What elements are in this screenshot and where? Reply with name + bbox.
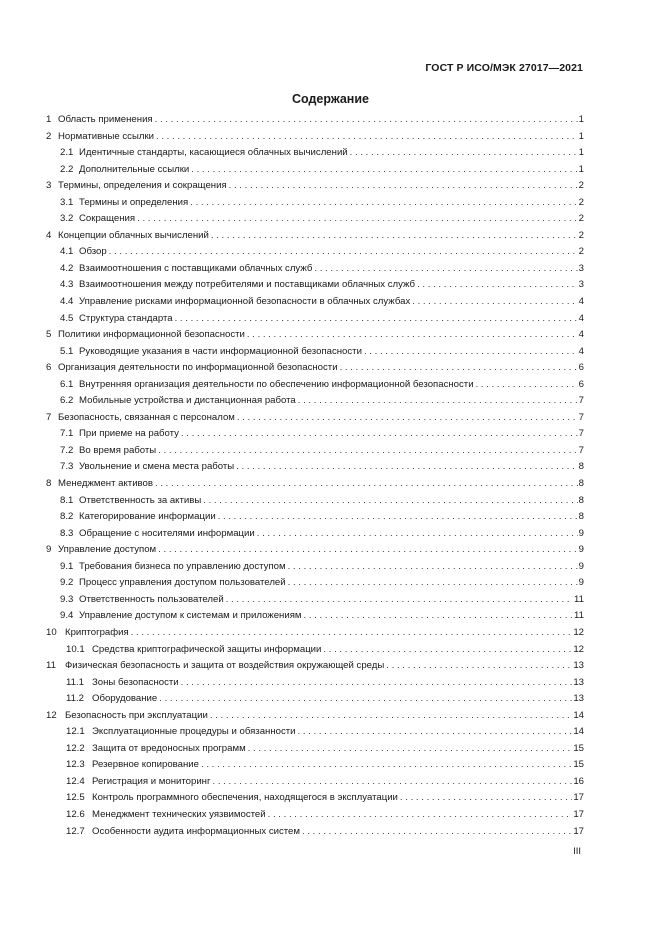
toc-dot-leader: [190, 197, 577, 208]
toc-entry-page: 2: [578, 196, 584, 208]
toc-dot-leader: [236, 461, 577, 472]
toc-dot-leader: [302, 826, 572, 837]
toc-entry-page: 17: [573, 825, 584, 837]
toc-entry-title: Сокращения: [79, 213, 136, 225]
toc-entry[interactable]: [46, 660, 584, 677]
toc-dot-leader: [268, 809, 573, 820]
toc-entry-number: 8.3: [60, 527, 74, 539]
toc-entry-title: Менеджмент технических уязвимостей: [92, 808, 266, 820]
toc-entry-title: Управление рисками информационной безопасности в облачных службах: [79, 296, 411, 308]
toc-entry-number: 12: [46, 709, 57, 721]
toc-entry-title: Категорирование информации: [79, 511, 216, 523]
toc-entry-number: 1: [46, 114, 52, 125]
toc-entry-number: 4.3: [60, 279, 74, 291]
toc-entry-title: Дополнительные ссылки: [79, 163, 190, 175]
page-number: III: [573, 846, 581, 857]
toc-entry[interactable]: [46, 147, 584, 164]
toc-entry-page: 4: [578, 312, 584, 324]
toc-entry-title: Область применения: [58, 114, 153, 125]
toc-entry-title: Особенности аудита информационных систем: [92, 825, 300, 837]
toc-dot-leader: [364, 346, 578, 357]
page-title: Содержание: [291, 92, 369, 106]
toc-entry-page: 13: [573, 660, 584, 672]
toc-entry[interactable]: [46, 180, 584, 197]
toc-entry-title: Взаимоотношения между потребителями и поставщиками облачных служб: [79, 279, 416, 291]
toc-entry-title: Физическая безопасность и защита от воздействия окружающей среды: [65, 660, 385, 672]
toc-entry-number: 9: [46, 544, 52, 556]
toc-entry-title: Менеджмент активов: [58, 478, 153, 490]
toc-entry-number: 4.1: [60, 246, 74, 258]
toc-entry-number: 4: [46, 229, 52, 241]
toc-entry-page: 14: [573, 709, 584, 721]
toc-entry-number: 6.2: [60, 395, 74, 407]
toc-dot-leader: [203, 495, 577, 506]
toc-entry-number: 8.1: [60, 494, 74, 506]
toc-entry[interactable]: [46, 428, 584, 445]
toc-entry-title: Руководящие указания в части информационной безопасности: [79, 345, 362, 357]
toc-dot-leader: [211, 230, 578, 241]
toc-entry-page: 2: [578, 213, 584, 225]
toc-entry-page: 4: [578, 329, 584, 341]
toc-dot-leader: [298, 726, 573, 737]
toc-entry-page: 7: [578, 411, 584, 423]
toc-entry[interactable]: [46, 561, 584, 578]
toc-entry-number: 10.1: [66, 643, 85, 655]
toc-entry[interactable]: [46, 792, 584, 809]
toc-entry[interactable]: [46, 379, 584, 396]
toc-entry-page: 14: [573, 726, 584, 738]
toc-entry-page: 3: [578, 262, 584, 274]
toc-entry[interactable]: [46, 677, 584, 694]
toc-entry[interactable]: [46, 710, 584, 727]
toc-entry-title: Нормативные ссылки: [58, 130, 155, 142]
toc-entry-page: 13: [573, 676, 584, 688]
toc-entry[interactable]: [46, 114, 584, 131]
toc-entry-title: Структура стандарта: [79, 312, 173, 324]
toc-entry[interactable]: [46, 213, 584, 230]
toc-entry-page: 9: [578, 544, 584, 556]
toc-entry[interactable]: [46, 544, 584, 561]
toc-entry-page: 9: [578, 560, 584, 572]
toc-entry[interactable]: [46, 743, 584, 760]
toc-entry-title: При приеме на работу: [79, 428, 179, 440]
toc-entry-page: 7: [578, 444, 584, 456]
toc-entry[interactable]: [46, 644, 584, 661]
toc-entry-page: 11: [574, 610, 584, 622]
toc-entry-page: 12: [573, 643, 584, 655]
toc-entry-number: 7.3: [60, 461, 74, 473]
toc-dot-leader: [288, 561, 578, 572]
toc-entry-title: Безопасность при эксплуатации: [65, 709, 208, 721]
toc-entry-title: Мобильные устройства и дистанционная работа: [79, 395, 296, 407]
toc-entry-title: Защита от вредоносных программ: [92, 742, 246, 754]
toc-dot-leader: [191, 164, 577, 175]
toc-dot-leader: [158, 445, 577, 456]
toc-dot-leader: [304, 610, 574, 621]
toc-entry-page: 4: [578, 345, 584, 357]
toc-entry-number: 4.2: [60, 262, 74, 274]
toc-entry[interactable]: [46, 809, 584, 826]
toc-dot-leader: [158, 544, 578, 555]
toc-entry-page: 8: [578, 494, 584, 506]
toc-dot-leader: [159, 693, 572, 704]
toc-entry[interactable]: [46, 313, 584, 330]
toc-entry-number: 4.4: [60, 296, 74, 308]
toc-entry-number: 12.7: [66, 825, 85, 837]
toc-entry[interactable]: [46, 346, 584, 363]
toc-entry-page: 3: [578, 279, 584, 291]
toc-entry-number: 8.2: [60, 511, 74, 523]
toc-dot-leader: [155, 114, 578, 125]
toc-entry-number: 4.5: [60, 312, 74, 324]
toc-entry[interactable]: [46, 279, 584, 296]
toc-entry-title: Ответственность за активы: [79, 494, 202, 506]
toc-entry-number: 11.1: [66, 676, 84, 688]
toc-entry[interactable]: [46, 164, 584, 181]
toc-dot-leader: [212, 776, 572, 787]
toc-dot-leader: [298, 395, 578, 406]
toc-entry-title: Термины и определения: [79, 196, 189, 208]
toc-dot-leader: [229, 180, 578, 191]
toc-entry[interactable]: [46, 131, 584, 148]
toc-entry-title: Оборудование: [92, 693, 158, 705]
toc-dot-leader: [137, 213, 578, 224]
toc-entry[interactable]: [46, 826, 584, 843]
toc-entry-title: Идентичные стандарты, касающиеся облачных вычислений: [79, 147, 348, 159]
toc-entry-title: Требования бизнеса по управлению доступом: [79, 560, 286, 572]
toc-entry-page: 6: [578, 362, 584, 374]
toc-entry[interactable]: [46, 495, 584, 512]
toc-entry-title: Резервное копирование: [92, 759, 199, 771]
toc-entry-number: 6: [46, 362, 52, 374]
toc-entry-page: 2: [578, 229, 584, 241]
toc-dot-leader: [340, 362, 578, 373]
toc-entry-title: Внутренняя организация деятельности по обеспечению информационной безопасности: [79, 378, 474, 390]
toc-entry[interactable]: [46, 445, 584, 462]
toc-entry[interactable]: [46, 395, 584, 412]
toc-entry-title: Эксплуатационные процедуры и обязанности: [92, 726, 296, 738]
toc-entry-number: 12.3: [66, 759, 85, 771]
toc-entry-number: 9.4: [60, 610, 74, 622]
toc-entry[interactable]: [46, 246, 584, 263]
toc-entry-page: 1: [578, 114, 584, 125]
toc-entry-page: 9: [578, 527, 584, 539]
toc-entry-page: 15: [573, 742, 584, 754]
toc-entry-title: Процесс управления доступом пользователей: [79, 577, 286, 589]
toc-dot-leader: [412, 296, 577, 307]
toc-entry[interactable]: [46, 693, 584, 710]
toc-entry[interactable]: [46, 230, 584, 247]
toc-entry-number: 9.3: [60, 593, 74, 605]
toc-entry-page: 13: [573, 693, 584, 705]
toc-entry[interactable]: [46, 759, 584, 776]
toc-dot-leader: [131, 627, 573, 638]
toc-dot-leader: [181, 428, 578, 439]
toc-entry-number: 11: [46, 660, 56, 672]
toc-entry-page: 8: [578, 478, 584, 490]
toc-entry[interactable]: [46, 197, 584, 214]
toc-dot-leader: [181, 677, 573, 688]
toc-dot-leader: [257, 528, 578, 539]
toc-entry-page: 11: [574, 593, 584, 605]
toc-entry-title: Обзор: [79, 246, 107, 258]
toc-entry-page: 7: [578, 428, 584, 440]
toc-entry-title: Ответственность пользователей: [79, 593, 224, 605]
toc-entry-number: 12.5: [66, 792, 85, 804]
toc-entry-page: 2: [578, 180, 584, 192]
toc-entry-number: 12.4: [66, 775, 85, 787]
toc-entry[interactable]: [46, 296, 584, 313]
toc-entry[interactable]: [46, 528, 584, 545]
toc-entry[interactable]: [46, 776, 584, 793]
toc-entry-number: 3.1: [60, 196, 74, 208]
toc-dot-leader: [226, 594, 573, 605]
toc-entry[interactable]: [46, 263, 584, 280]
toc-entry-title: Увольнение и смена места работы: [79, 461, 235, 473]
toc-entry-page: 8: [578, 511, 584, 523]
toc-entry-number: 9.2: [60, 577, 74, 589]
toc-entry-page: 1: [578, 163, 584, 175]
toc-dot-leader: [417, 279, 578, 290]
toc-entry-title: Безопасность, связанная с персоналом: [58, 411, 235, 423]
toc-entry-title: Средства криптографической защиты информации: [92, 643, 322, 655]
toc-entry[interactable]: [46, 329, 584, 346]
toc-entry-number: 2.1: [60, 147, 74, 159]
toc-dot-leader: [400, 792, 572, 803]
toc-entry-page: 15: [573, 759, 584, 771]
toc-entry-number: 10: [46, 626, 57, 638]
toc-entry[interactable]: [46, 511, 584, 528]
toc-entry-number: 5.1: [60, 345, 74, 357]
toc-entry-number: 12.2: [66, 742, 85, 754]
toc-entry-title: Организация деятельности по информационной безопасности: [58, 362, 338, 374]
toc-entry-page: 1: [578, 147, 584, 159]
toc-entry[interactable]: [46, 610, 584, 627]
toc-entry-title: Управление доступом к системам и приложениям: [79, 610, 302, 622]
toc-dot-leader: [248, 743, 573, 754]
toc-dot-leader: [323, 644, 572, 655]
toc-entry-title: Взаимоотношения с поставщиками облачных служб: [79, 262, 313, 274]
toc-entry-number: 2.2: [60, 163, 74, 175]
toc-entry-title: Концепции облачных вычислений: [58, 229, 209, 241]
toc-entry-page: 6: [578, 378, 584, 390]
toc-entry[interactable]: [46, 461, 584, 478]
toc-entry-number: 5: [46, 329, 52, 341]
toc-entry[interactable]: [46, 594, 584, 611]
toc-entry[interactable]: [46, 627, 584, 644]
toc-entry[interactable]: [46, 577, 584, 594]
toc-entry-number: 3: [46, 180, 52, 192]
toc-dot-leader: [218, 511, 578, 522]
toc-entry[interactable]: [46, 362, 584, 379]
toc-entry-number: 7.2: [60, 444, 74, 456]
toc-entry-title: Зоны безопасности: [92, 676, 179, 688]
toc-entry[interactable]: [46, 412, 584, 429]
toc-dot-leader: [175, 313, 578, 324]
toc-entry-page: 9: [578, 577, 584, 589]
toc-entry-number: 2: [46, 130, 52, 142]
toc-dot-leader: [476, 379, 578, 390]
document-id: ГОСТ Р ИСО/МЭК 27017—2021: [425, 62, 583, 74]
toc-dot-leader: [350, 147, 578, 158]
toc-entry[interactable]: [46, 726, 584, 743]
toc-dot-leader: [386, 660, 572, 671]
toc-entry-number: 12.1: [66, 726, 85, 738]
toc-entry-title: Контроль программного обеспечения, находящегося в эксплуатации: [92, 792, 398, 804]
toc-entry-number: 7: [46, 411, 52, 423]
toc-dot-leader: [155, 478, 578, 489]
toc-entry-page: 7: [578, 395, 584, 407]
toc-entry-number: 7.1: [60, 428, 74, 440]
toc-dot-leader: [237, 412, 578, 423]
toc-dot-leader: [314, 263, 577, 274]
toc-dot-leader: [109, 246, 578, 257]
toc-entry-number: 6.1: [60, 378, 74, 390]
toc-entry-title: Регистрация и мониторинг: [92, 775, 211, 787]
toc-entry-number: 8: [46, 478, 52, 490]
toc-entry-title: Термины, определения и сокращения: [58, 180, 227, 192]
toc-entry-number: 11.2: [66, 693, 84, 705]
toc-entry-number: 12.6: [66, 808, 85, 820]
toc-entry-title: Криптография: [65, 626, 129, 638]
toc-dot-leader: [288, 577, 578, 588]
toc-entry-page: 16: [573, 775, 584, 787]
toc-entry[interactable]: [46, 478, 584, 495]
toc-entry-page: 1: [578, 130, 584, 142]
toc-entry-title: Управление доступом: [58, 544, 157, 556]
toc-dot-leader: [247, 329, 578, 340]
toc-entry-page: 12: [573, 626, 584, 638]
toc-dot-leader: [156, 131, 578, 142]
toc-entry-page: 2: [578, 246, 584, 258]
table-of-contents: [46, 114, 584, 842]
toc-entry-page: 8: [578, 461, 584, 473]
toc-entry-title: Обращение с носителями информации: [79, 527, 255, 539]
toc-entry-number: 9.1: [60, 560, 74, 572]
toc-entry-page: 4: [578, 296, 584, 308]
toc-dot-leader: [201, 759, 572, 770]
toc-entry-title: Политики информационной безопасности: [58, 329, 245, 341]
toc-entry-page: 17: [573, 792, 584, 804]
toc-entry-number: 3.2: [60, 213, 74, 225]
toc-entry-page: 17: [573, 808, 584, 820]
toc-dot-leader: [210, 710, 572, 721]
toc-entry-title: Во время работы: [79, 444, 157, 456]
